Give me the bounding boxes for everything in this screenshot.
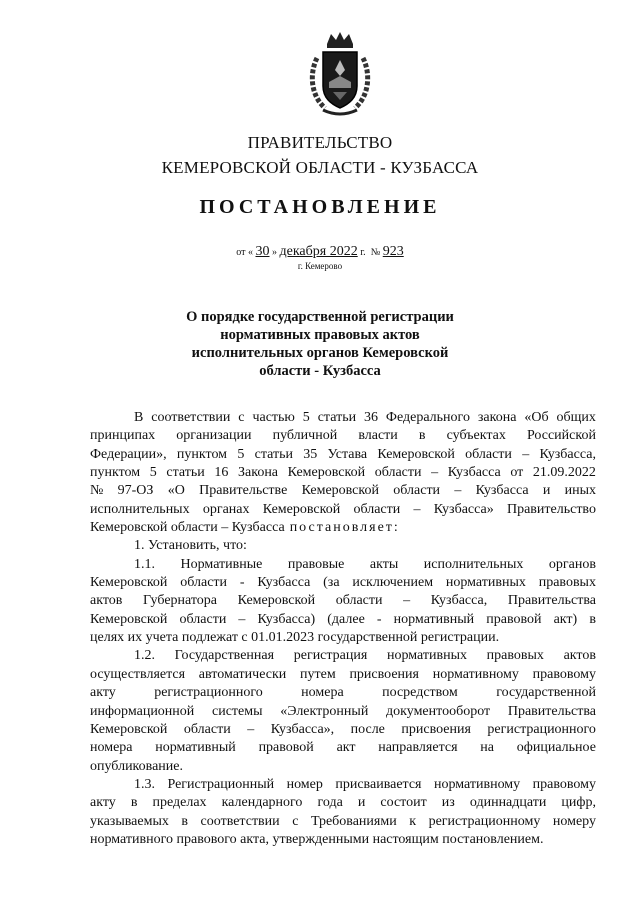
text-line <box>90 666 596 684</box>
word: № <box>90 483 104 499</box>
word: регистрационного <box>154 685 263 701</box>
word: акт) <box>553 611 578 627</box>
word: 16 <box>214 465 229 481</box>
word: области <box>180 575 228 591</box>
text-line <box>90 647 596 665</box>
word: регистрационного <box>487 721 596 737</box>
word: субъектах <box>446 428 506 444</box>
word: исполнительных <box>423 556 524 572</box>
word: правовому <box>532 666 596 682</box>
word: акт <box>336 740 356 756</box>
word: и <box>357 795 366 811</box>
word: с <box>292 813 299 829</box>
document-type: ПОСТАНОВЛЕНИЕ <box>199 196 441 218</box>
word: направляется <box>378 740 458 756</box>
word: 36 <box>364 410 378 425</box>
word: регистрационному <box>428 813 541 829</box>
word: 5 <box>302 410 310 425</box>
word: Кемеровской <box>377 446 455 462</box>
word: Федерального <box>385 410 470 425</box>
word: в <box>130 795 138 811</box>
text-line <box>90 519 596 537</box>
word: нормативному <box>433 776 521 792</box>
word: 5 <box>237 446 245 462</box>
paragraph-3 <box>90 556 596 648</box>
word: пунктом <box>176 446 228 462</box>
text-line-content: нормативного правового акта, утвержденными настоящим постановлением. <box>90 831 544 847</box>
text-line <box>90 427 596 445</box>
text-line <box>90 556 596 574</box>
word: указываемых <box>90 813 169 829</box>
text-line <box>90 409 596 427</box>
word: правовых <box>538 575 596 591</box>
word: к <box>409 813 417 829</box>
title-line-3: исполнительных органов Кемеровской <box>191 345 449 361</box>
word: нормативных <box>386 648 467 664</box>
text-line <box>90 813 596 831</box>
text-line <box>90 574 596 592</box>
word: Кузбасса) <box>257 611 316 627</box>
word: - <box>239 575 245 591</box>
coat-of-arms-icon <box>305 30 375 118</box>
word: Кузбасса», <box>270 721 335 737</box>
date-day: 30 <box>255 244 270 259</box>
text-line-content: целях их учета подлежат с 01.01.2023 государственной регистрации. <box>90 630 500 646</box>
word: пределах <box>152 795 207 811</box>
word: и <box>542 483 551 499</box>
word: статьи <box>166 465 205 481</box>
text-line <box>90 739 596 757</box>
word: власти <box>358 428 398 444</box>
word: области <box>374 465 422 481</box>
word: акты <box>369 556 399 572</box>
gov-line-2: КЕМЕРОВСКОЙ ОБЛАСТИ - КУЗБАССА <box>161 158 479 177</box>
word: 5 <box>149 465 157 481</box>
word: 1.1. <box>134 556 155 572</box>
word: акту <box>90 795 116 811</box>
word: частью <box>252 410 295 425</box>
word: Федерации», <box>90 446 167 462</box>
word: правовые <box>287 556 345 572</box>
city: г. Кемерово <box>297 261 343 271</box>
word: одиннадцати <box>469 795 547 811</box>
word: присвоения <box>349 666 419 682</box>
word: (далее <box>327 611 365 627</box>
word: 1.3. <box>134 776 155 792</box>
text-line <box>90 776 596 794</box>
word: Правительства <box>507 593 596 609</box>
text-line <box>90 629 596 647</box>
text-line <box>90 794 596 812</box>
word: области <box>393 483 441 499</box>
word: Кузбасса, <box>539 446 596 462</box>
word: Российской <box>526 428 596 444</box>
word: календарного <box>221 795 303 811</box>
word: акту <box>90 685 116 701</box>
word: в <box>589 611 596 627</box>
word: номер <box>286 776 323 792</box>
word: Кемеровской <box>237 593 316 609</box>
word: официальное <box>516 740 596 756</box>
word: правовой <box>258 740 314 756</box>
word: Губернатора <box>143 593 218 609</box>
word: соответствии <box>200 813 280 829</box>
word: В <box>134 410 144 425</box>
word: года <box>317 795 343 811</box>
word: 97-ОЗ <box>117 483 154 499</box>
word: номеру <box>552 813 596 829</box>
word: присвоения <box>401 721 471 737</box>
word: актов <box>563 648 596 664</box>
word: актов <box>90 593 123 609</box>
word: исключением <box>352 575 434 591</box>
word: Устава <box>327 446 368 462</box>
document-body <box>90 409 596 849</box>
word: общих <box>556 410 596 425</box>
text-line <box>90 703 596 721</box>
document-title <box>0 308 640 380</box>
word: Правительстве <box>199 483 288 499</box>
word: Кемеровской <box>301 483 379 499</box>
text-line-content: опубликование. <box>90 758 183 774</box>
word: документооборот <box>386 703 491 719</box>
word: в <box>418 428 426 444</box>
text-line-content: 1. Установить, что: <box>134 538 247 554</box>
word: области <box>335 593 383 609</box>
word: Кемеровской <box>262 501 341 517</box>
word: Кузбасса, <box>430 593 488 609</box>
text-line <box>90 758 596 776</box>
word: органах <box>202 501 250 517</box>
title-line-1: О порядке государственной регистрации <box>186 309 454 325</box>
word: Кемеровской <box>90 575 168 591</box>
word: Государственная <box>174 648 275 664</box>
word: номера <box>301 685 344 701</box>
title-line-4: области - Кузбасса <box>259 363 381 379</box>
word: - <box>376 611 382 627</box>
word: осуществляется <box>90 666 186 682</box>
government-name <box>0 130 640 180</box>
word: – <box>454 483 462 499</box>
word: информационной <box>90 703 195 719</box>
word: Требованиями <box>310 813 397 829</box>
word: Кузбасса <box>257 575 311 591</box>
word: «О <box>167 483 185 499</box>
word: системы <box>212 703 263 719</box>
word: Правительства <box>507 703 596 719</box>
text-line <box>90 611 596 629</box>
word: – <box>522 446 530 462</box>
word: иных <box>564 483 596 499</box>
word: Регистрационный <box>167 776 275 792</box>
word: закона <box>477 410 517 425</box>
word: органов <box>548 556 596 572</box>
word: присваивается <box>335 776 422 792</box>
number-label: № <box>370 247 381 258</box>
word: после <box>350 721 385 737</box>
word: нормативный <box>155 740 236 756</box>
word: 21.09.2022 <box>532 465 596 481</box>
word: – <box>247 721 255 737</box>
text-line <box>90 592 596 610</box>
word: статьи <box>317 410 357 425</box>
word: правовых <box>486 648 544 664</box>
text-line <box>90 464 596 482</box>
word: из <box>441 795 455 811</box>
word: нормативному <box>432 666 519 682</box>
word: номера <box>90 740 133 756</box>
document-number: 923 <box>382 244 404 259</box>
word: статьи <box>254 446 293 462</box>
word: регистрация <box>293 648 368 664</box>
word: 1.2. <box>134 648 155 664</box>
word: Кемеровской <box>287 465 366 481</box>
text-line <box>90 721 596 739</box>
date-line <box>0 244 640 260</box>
text-line-content: Кемеровской области – Кузбасса <box>90 520 285 536</box>
word: правовой <box>486 611 542 627</box>
word: правовому <box>532 776 596 792</box>
word: в <box>181 813 189 829</box>
word: посредством <box>382 685 458 701</box>
word: «Об <box>524 410 549 425</box>
word: от <box>510 465 524 481</box>
date-prefix: от « <box>236 247 253 258</box>
word: путем <box>300 666 336 682</box>
word: публичной <box>272 428 338 444</box>
text-line <box>90 482 596 500</box>
date-month-year: декабря 2022 <box>279 244 358 259</box>
word: автоматически <box>198 666 287 682</box>
word: нормативный <box>393 611 475 627</box>
word: исполнительных <box>90 501 190 517</box>
word: принципах <box>90 428 156 444</box>
word: – <box>413 501 421 517</box>
text-line <box>90 684 596 702</box>
paragraph-2 <box>90 537 596 555</box>
paragraph-1 <box>90 409 596 537</box>
word: – <box>431 465 439 481</box>
word: пунктом <box>90 465 141 481</box>
word: соответствии <box>151 410 231 425</box>
word: Кузбасса <box>447 465 501 481</box>
word: Кузбасса» <box>433 501 494 517</box>
date-mid: » <box>272 247 277 258</box>
word: с <box>238 410 245 425</box>
paragraph-4 <box>90 647 596 775</box>
word: нормативных <box>445 575 526 591</box>
word: Кузбасса <box>475 483 529 499</box>
word: – <box>238 611 246 627</box>
word: состоит <box>380 795 427 811</box>
text-line <box>90 446 596 464</box>
word: области <box>183 721 231 737</box>
word: Нормативные <box>180 556 263 572</box>
word: государственной <box>496 685 596 701</box>
word: – <box>403 593 411 609</box>
word: Правительство <box>506 501 596 517</box>
word: «Электронный <box>280 703 369 719</box>
text-line <box>90 501 596 519</box>
word: цифр, <box>561 795 596 811</box>
word: 35 <box>303 446 318 462</box>
decree-verb: постановляет: <box>289 520 400 536</box>
word: (за <box>323 575 340 591</box>
date-suffix: г. <box>360 247 366 258</box>
word: области <box>179 611 227 627</box>
title-line-2: нормативных правовых актов <box>220 327 420 343</box>
word: области <box>353 501 401 517</box>
word: Закона <box>238 465 279 481</box>
word: области <box>465 446 512 462</box>
text-line <box>90 831 596 849</box>
gov-line-1: ПРАВИТЕЛЬСТВО <box>247 133 393 152</box>
word: Кемеровской <box>90 611 168 627</box>
word: на <box>480 740 495 756</box>
word: организации <box>176 428 252 444</box>
paragraph-5 <box>90 776 596 849</box>
word: Кемеровской <box>90 721 168 737</box>
